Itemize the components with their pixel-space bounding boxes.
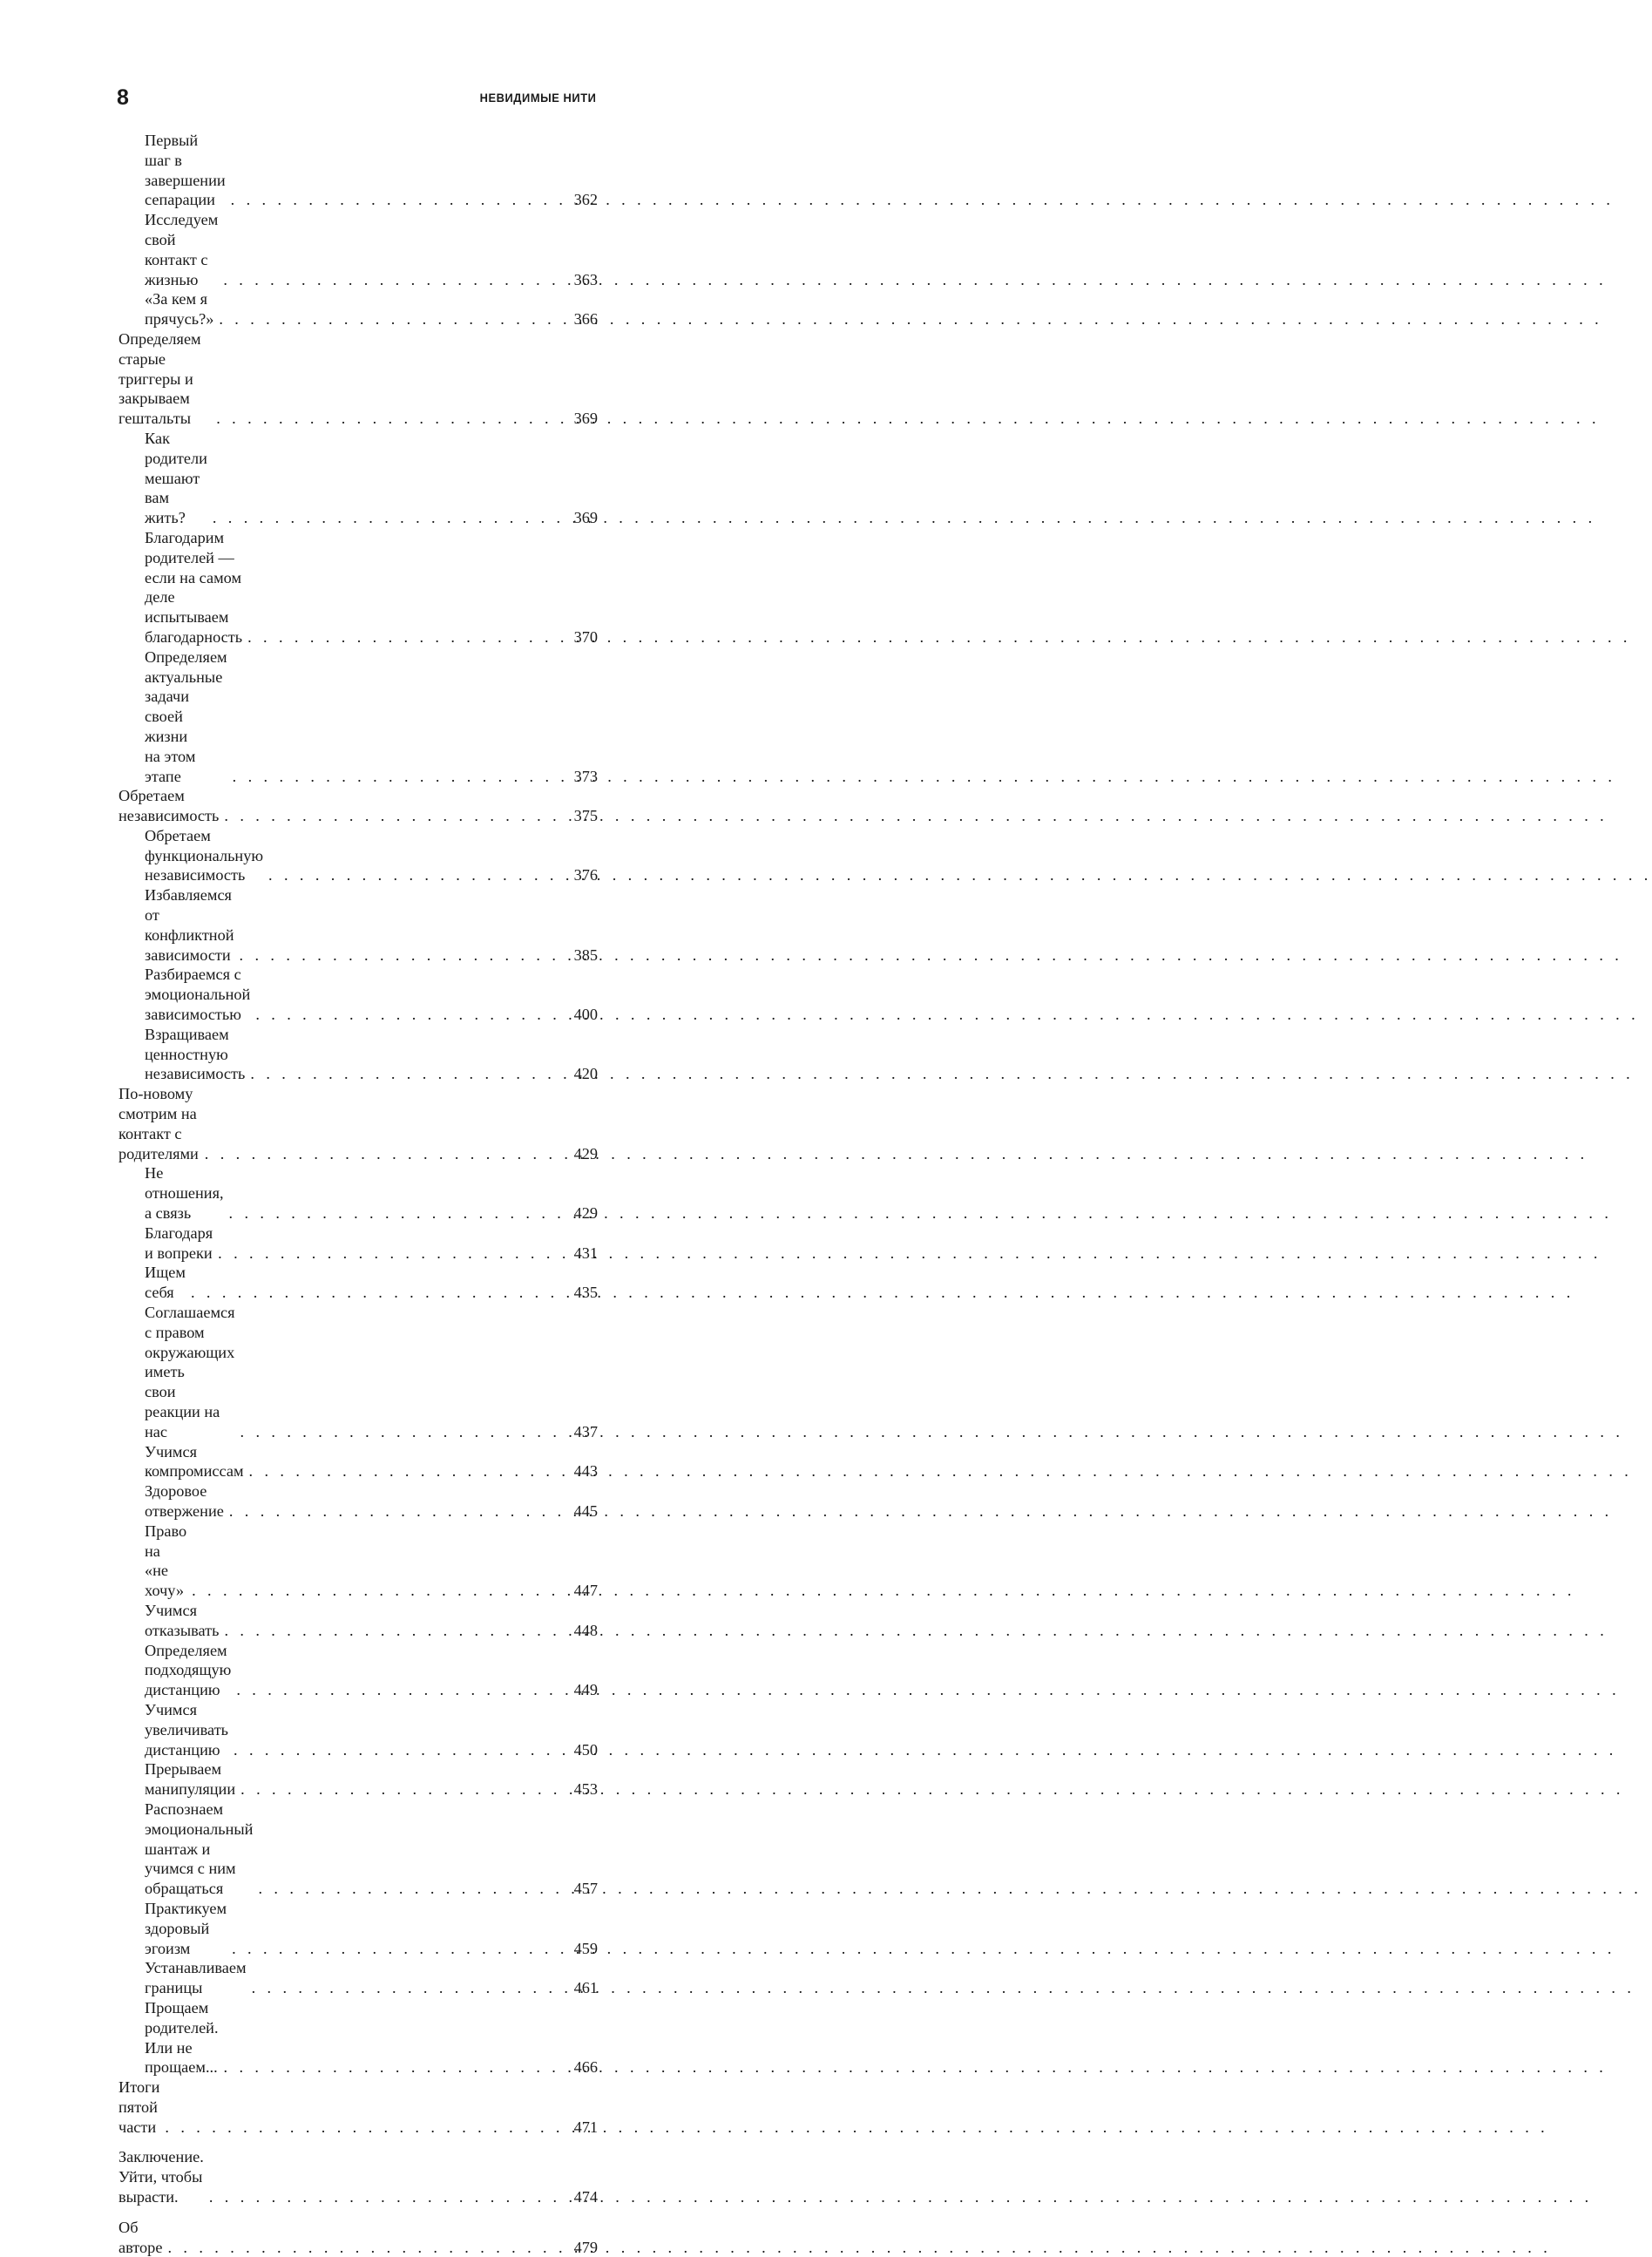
dot-leader [235,1422,568,1442]
toc-entry-title [145,826,263,885]
dot-leader [250,1005,568,1025]
toc-entry-title-line: «За кем я прячусь?» [145,290,214,329]
dot-leader [213,1244,568,1264]
toc-entry [118,1442,598,1482]
running-head: НЕВИДИМЫЕ НИТИ [479,91,596,105]
toc-entry-title [145,1958,247,1998]
dot-leader [226,190,568,210]
dot-leader [253,1879,568,1899]
dot-leader [245,1064,568,1084]
toc-entry-page-number: 400 [573,1006,598,1024]
toc-entry-page-number: 445 [573,1501,598,1520]
toc-entry-title [145,131,226,210]
dot-leader [219,1621,568,1641]
toc-entry [118,1163,598,1223]
toc-entry-title [145,429,207,528]
toc-entry-title [118,786,219,826]
toc-entry-title-line: Учимся отказывать [145,1601,220,1639]
toc-entry [118,1481,598,1522]
toc-entry-title [145,289,213,329]
toc-entry-title-line: По-новому смотрим на контакт с родителями [118,1085,199,1162]
toc-entry [118,528,598,647]
toc-entry-title [145,1025,245,1084]
toc-entry-title [145,1223,213,1264]
toc-entry-title-line: Об авторе [118,2218,163,2256]
toc-entry-page-number: 420 [573,1065,598,1083]
toc-entry-title [145,1303,235,1442]
toc-entry-title-line: Обретаем функциональную независимость [145,826,264,884]
toc-entry-title-line: Право на «не хочу» [145,1522,187,1600]
toc-entry-page-number: 447 [573,1582,598,1600]
toc-entry-title [118,1084,200,1163]
toc-entry-page-number: 448 [573,1621,598,1639]
toc-entry-title-line: Разбираемся с эмоциональной зависимостью [145,966,251,1024]
toc-entry-page-number: 385 [573,946,598,964]
toc-entry [118,2147,598,2206]
toc-entry-title [145,1700,228,1759]
toc-entry-page-number: 457 [573,1880,598,1898]
toc-entry-title [118,329,211,429]
toc-entry [118,210,598,289]
toc-entry [118,1223,598,1264]
toc-entry-title-line: Избавляемся от конфликтной зависимости [145,886,234,964]
dot-leader [186,1581,568,1601]
dot-leader [211,409,568,429]
toc-entry-title-line: Устанавливаем границы [145,1959,247,1997]
dot-leader [219,2057,568,2077]
toc-entry-title-line: Благодарим родителей — если на самом деле [145,528,242,607]
toc-entry-page-number: 376 [573,866,598,884]
table-of-contents [118,131,598,2257]
toc-entry-title [145,1998,219,2077]
toc-entry-title [145,1800,253,1899]
toc-entry-title-line: Определяем подходящую дистанцию [145,1641,232,1699]
dot-leader [234,946,568,966]
toc-entry-title-line: Первый шаг в завершении сепарации [145,132,226,209]
toc-entry [118,965,598,1024]
toc-entry [118,1958,598,1998]
toc-entry [118,289,598,329]
toc-entry-title [145,528,242,647]
toc-entry-page-number: 459 [573,1939,598,1957]
dot-leader [218,270,568,290]
toc-entry [118,1998,598,2077]
toc-entry-title [145,1522,186,1601]
toc-entry [118,1263,598,1303]
toc-entry-title [145,1163,224,1223]
toc-entry-title-line: Распознаем эмоциональный шантаж и учимся с ним [145,1800,254,1878]
toc-entry-title-line: Как родители мешают вам жить? [145,429,207,527]
toc-entry-page-number: 474 [573,2188,598,2206]
toc-entry-title [145,1641,231,1700]
toc-entry-page-number: 370 [573,627,598,646]
toc-entry-title-line: Не отношения, а связь [145,1164,224,1223]
toc-entry-title [145,1601,219,1641]
dot-leader [247,1978,568,1998]
toc-entry-title-line: Прощаем родителей. Или не прощаем... [145,1998,219,2077]
toc-entry-title-line: Итоги пятой части [118,2078,160,2136]
toc-entry-title [145,1263,186,1303]
toc-entry-title [145,1481,224,1522]
toc-entry-page-number: 453 [573,1780,598,1799]
dot-leader [227,1939,568,1959]
dot-leader [219,806,568,826]
toc-entry-title [145,1899,227,1958]
toc-entry-page-number: 429 [573,1204,598,1223]
toc-entry-title-line: Прерываем манипуляции [145,1760,236,1799]
toc-entry-title-line: Соглашаемся с правом окружающих иметь [145,1304,235,1381]
toc-entry-page-number: 369 [573,410,598,428]
dot-leader [228,1740,568,1760]
toc-entry [118,786,598,826]
toc-entry-title-line: Определяем старые триггеры и закрываем гештальты [118,329,201,428]
toc-entry [118,2218,598,2257]
toc-entry-title-line: Обретаем независимость [118,787,220,825]
toc-entry [118,131,598,210]
toc-entry-page-number: 466 [573,2058,598,2077]
dot-leader [207,508,568,528]
toc-entry [118,1759,598,1800]
toc-entry [118,1899,598,1958]
toc-entry-title [118,2077,159,2137]
toc-entry-title-line: Учимся увеличивать дистанцию [145,1700,229,1759]
toc-entry-title-line: Учимся компромиссам [145,1442,244,1481]
toc-entry [118,1800,598,1899]
toc-entry [118,1522,598,1601]
toc-entry-title-line: испытываем благодарность [145,608,243,646]
toc-entry [118,1025,598,1084]
toc-entry-page-number: 431 [573,1244,598,1262]
dot-leader [231,1680,568,1700]
toc-entry-page-number: 461 [573,1979,598,1997]
toc-entry-title-line: обращаться [145,1880,224,1898]
toc-entry [118,1601,598,1641]
dot-leader [224,1501,568,1522]
toc-entry-title-line: свои реакции на нас [145,1383,220,1440]
toc-entry-title [118,2218,162,2257]
toc-entry-page-number: 450 [573,1740,598,1759]
toc-entry-title-line: Исследуем свой контакт с жизнью [145,211,219,288]
dot-leader [263,865,568,885]
toc-entry-page-number: 375 [573,807,598,825]
dot-leader [227,767,568,787]
toc-entry-title [145,965,250,1024]
toc-entry-title-line: на этом этапе [145,747,196,785]
toc-entry-title-line: Практикуем здоровый эгоизм [145,1899,227,1957]
toc-entry [118,826,598,885]
toc-entry [118,885,598,965]
toc-entry [118,329,598,429]
page-number: 8 [117,85,129,110]
toc-entry-page-number: 479 [573,2238,598,2256]
toc-entry-page-number: 363 [573,270,598,288]
toc-entry [118,1084,598,1163]
toc-entry-title [118,2147,204,2206]
toc-entry-title [145,1759,235,1800]
dot-leader [244,1461,568,1481]
toc-entry-page-number: 435 [573,1284,598,1302]
toc-entry-page-number: 373 [573,767,598,785]
toc-entry-page-number: 366 [573,310,598,329]
dot-leader [162,2238,568,2257]
dot-leader [186,1283,568,1303]
toc-entry-title-line: Благодаря и вопреки [145,1223,213,1262]
toc-entry-page-number: 369 [573,509,598,527]
dot-leader [213,309,568,329]
toc-entry-page-number: 443 [573,1462,598,1481]
toc-entry-title-line: Взращиваем ценностную независимость [145,1025,246,1083]
toc-entry-title-line: Здоровое отвержение [145,1482,224,1520]
toc-entry-page-number: 362 [573,191,598,209]
toc-entry-title-line: Определяем актуальные задачи своей жизни [145,647,227,745]
toc-entry [118,647,598,787]
toc-entry-page-number: 471 [573,2118,598,2136]
toc-entry [118,1700,598,1759]
dot-leader [200,1144,568,1164]
toc-entry [118,1641,598,1700]
dot-leader [204,2187,568,2207]
toc-entry [118,429,598,528]
toc-entry-title-line: Заключение. Уйти, чтобы вырасти. [118,2148,204,2206]
dot-leader [159,2118,568,2138]
toc-entry-title [145,647,227,787]
toc-entry-title [145,210,218,289]
toc-entry-title [145,1442,244,1482]
dot-leader [235,1779,568,1800]
toc-entry-title [145,885,234,965]
toc-entry-page-number: 437 [573,1422,598,1440]
dot-leader [242,627,568,647]
toc-entry [118,2077,598,2137]
toc-entry-page-number: 449 [573,1681,598,1699]
toc-entry [118,1303,598,1442]
toc-entry-page-number: 429 [573,1144,598,1162]
toc-entry-title-line: Ищем себя [145,1264,186,1302]
dot-leader [224,1203,568,1223]
